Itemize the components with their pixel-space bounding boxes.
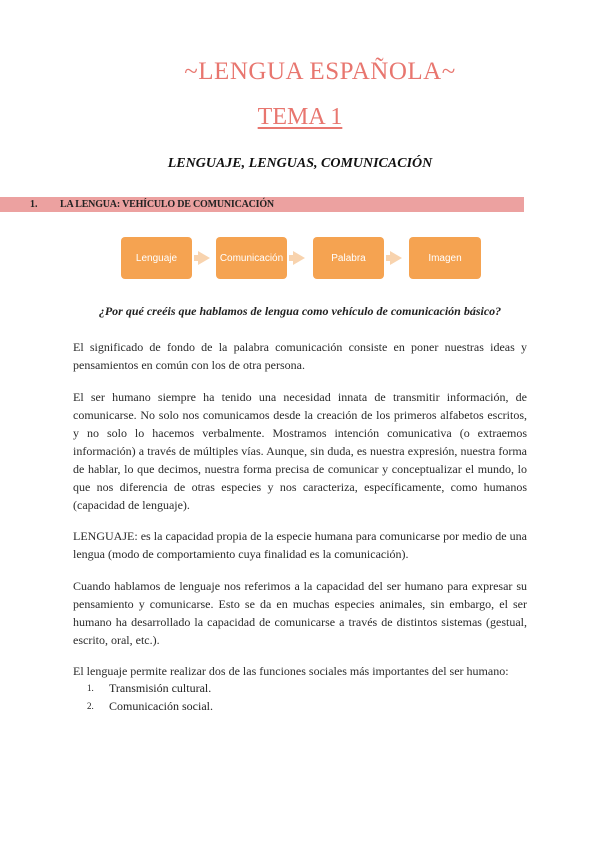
section-title: LA LENGUA: VEHÍCULO DE COMUNICACIÓN xyxy=(60,199,274,210)
guiding-question: ¿Por qué creéis que hablamos de lengua como vehículo de comunicación básico? xyxy=(98,304,502,318)
list-item-number: 2. xyxy=(87,701,94,711)
flow-step-lenguaje: Lenguaje xyxy=(121,237,192,279)
list-item-number: 1. xyxy=(87,683,94,693)
document-subtitle: LENGUAJE, LENGUAS, COMUNICACIÓN xyxy=(167,156,433,171)
flow-step-comunicacion: Comunicación xyxy=(216,237,287,279)
paragraph: Cuando hablamos de lenguaje nos referimos a la capacidad del ser humano para expresar su pensamiento y comunicarse. Esto se da en muchas especies animales, sin embargo, el ser humano ha desarrollado la capacidad de comunicarse a través de distintos sistemas (gestual, escrito, oral, etc.). xyxy=(73,579,527,647)
paragraph: El significado de fondo de la palabra comunicación consiste en poner nuestras ideas y pensamientos en común con los de otra persona. xyxy=(73,340,527,372)
paragraph: El ser humano siempre ha tenido una necesidad innata de transmitir información, de comunicarse. No solo nos comunicamos desde la creación de los primeros alfabetos escritos, y no solo lo hacemos verbalmente. Mostramos intención comunicativa (o extraemos información) a través de múltiples vías. Aunque, sin duda, es nuestra expresión, nuestra forma de hablar, lo que decimos, nuestra forma precisa de comunicar y conceptualizar el mundo, lo que nos diferencia de otras especies y nos caracteriza, específicamente, como humanos (capacidad de lenguaje). xyxy=(73,390,527,512)
list-item-text: Transmisión cultural. xyxy=(109,681,212,695)
document-title: ~LENGUA ESPAÑOLA~ xyxy=(184,58,456,85)
topic-heading: TEMA 1 xyxy=(257,104,343,130)
flow-step-palabra: Palabra xyxy=(313,237,384,279)
section-heading-bar xyxy=(0,197,524,212)
paragraph: LENGUAJE: es la capacidad propia de la especie humana para comunicarse por medio de una lengua (modo de comportamiento cuya finalidad es la comunicación). xyxy=(73,529,527,561)
section-number: 1. xyxy=(30,199,38,210)
arrow-right-icon xyxy=(198,251,210,265)
arrow-right-icon xyxy=(390,251,402,265)
list-item xyxy=(87,697,213,715)
arrow-right-icon xyxy=(293,251,305,265)
list-item-text: Comunicación social. xyxy=(109,699,213,713)
process-flow xyxy=(0,237,600,279)
list-item xyxy=(87,679,213,697)
paragraph: El lenguaje permite realizar dos de las funciones sociales más importantes del ser humano: xyxy=(73,664,509,678)
flow-step-imagen: Imagen xyxy=(409,237,481,279)
functions-list xyxy=(87,679,213,715)
